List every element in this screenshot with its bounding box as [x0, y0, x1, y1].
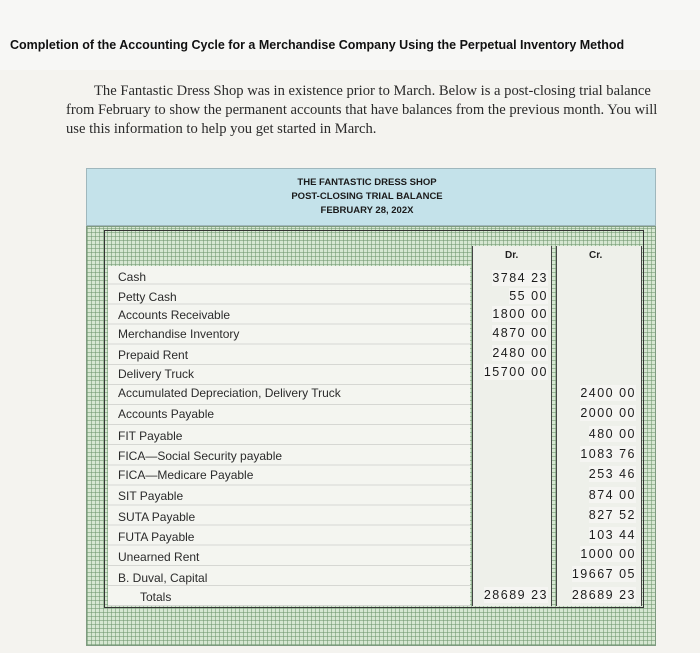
credit-amount: 480 00 — [588, 427, 636, 441]
debit-total: 28689 23 — [483, 588, 548, 602]
credit-amount: 2400 00 — [580, 386, 636, 400]
credit-amount: 827 52 — [588, 508, 636, 522]
debit-amount: 2480 00 — [492, 346, 548, 360]
debit-amount: 3784 23 — [492, 271, 548, 285]
account-name: B. Duval, Capital — [118, 571, 208, 585]
debit-amount: 15700 00 — [483, 365, 548, 379]
credit-total: 28689 23 — [571, 588, 636, 602]
company-name: THE FANTASTIC DRESS SHOP — [297, 177, 437, 188]
credit-amount: 1000 00 — [580, 547, 636, 561]
top-band — [0, 0, 700, 70]
account-name: Delivery Truck — [118, 367, 195, 381]
account-name: Accounts Payable — [118, 407, 215, 421]
account-name: SIT Payable — [118, 489, 184, 503]
credit-amount: 1083 76 — [580, 447, 636, 461]
account-name: Accounts Receivable — [118, 308, 231, 322]
account-name: Petty Cash — [118, 290, 177, 304]
account-name: Accumulated Depreciation, Delivery Truck — [118, 386, 341, 400]
credit-amount: 2000 00 — [580, 406, 636, 420]
statement-title: POST-CLOSING TRIAL BALANCE — [291, 191, 443, 202]
account-name: FICA—Medicare Payable — [118, 468, 254, 482]
account-name: Cash — [118, 270, 147, 284]
account-name: Unearned Rent — [118, 550, 200, 564]
debit-header: Dr. — [505, 250, 519, 261]
credit-amount: 19667 05 — [571, 567, 636, 581]
credit-amount: 253 46 — [588, 467, 636, 481]
account-name: FICA—Social Security payable — [118, 449, 283, 463]
credit-amount: 103 44 — [588, 528, 636, 542]
account-name: FUTA Payable — [118, 530, 195, 544]
account-name: Prepaid Rent — [118, 348, 189, 362]
page-title: Completion of the Accounting Cycle for a Merchandise Company Using the Perpetual Inventory Method — [10, 38, 625, 52]
totals-label: Totals — [140, 590, 172, 604]
trial-balance-header — [86, 168, 656, 226]
statement-date: FEBRUARY 28, 202X — [320, 205, 414, 216]
account-name: SUTA Payable — [118, 510, 196, 524]
intro-paragraph: The Fantastic Dress Shop was in existence prior to March. Below is a post-closing trial balance from February to show the permanent accounts that have balances from the previous month. You will use this information to help you get started in March. — [66, 83, 658, 137]
account-name: FIT Payable — [118, 429, 183, 443]
debit-amount: 1800 00 — [492, 307, 548, 321]
credit-amount: 874 00 — [588, 488, 636, 502]
debit-amount: 55 00 — [509, 289, 548, 303]
credit-header: Cr. — [589, 250, 603, 261]
account-name: Merchandise Inventory — [118, 327, 240, 341]
debit-amount: 4870 00 — [492, 326, 548, 340]
